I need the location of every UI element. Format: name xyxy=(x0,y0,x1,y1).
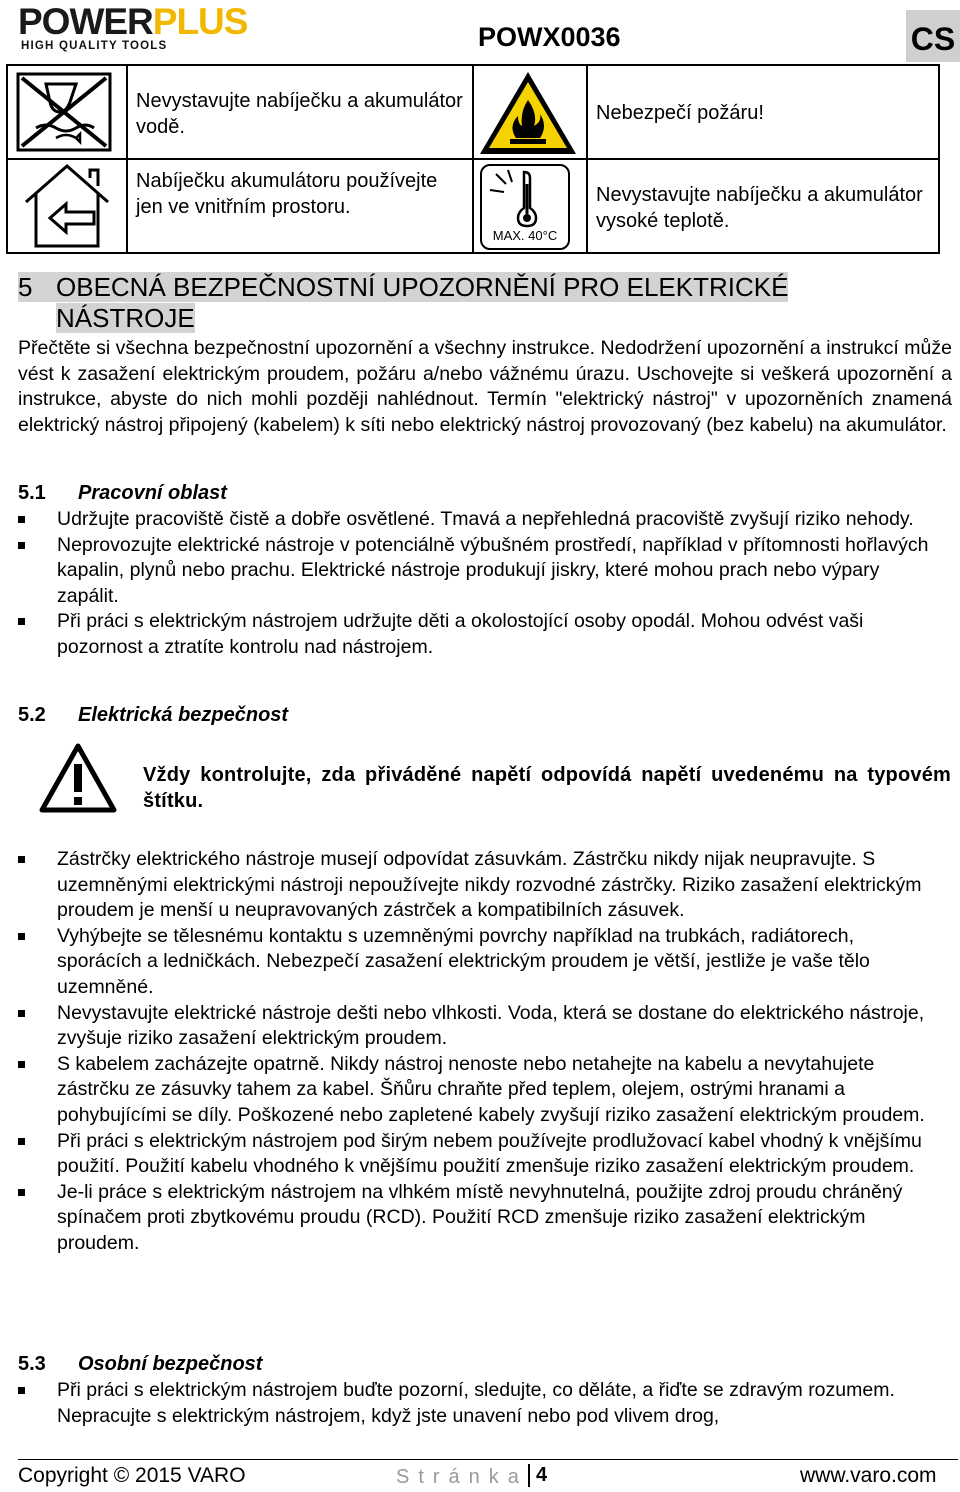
fire-warning-text: Nebezpečí požáru! xyxy=(596,102,764,124)
list-item: Je-li práce s elektrickým nástrojem na vlhkém místě nevyhnutelná, použijte zdroj proudu chráněný spínačem proti zbytkovému proudu (RCD). Použití RCD zmenšuje riziko zasažení elektrickým proudem. xyxy=(18,1180,938,1257)
logo-tagline: HIGH QUALITY TOOLS xyxy=(21,40,168,52)
no-water-icon xyxy=(16,72,112,152)
list-item: Při práci s elektrickým nástrojem pod širým nebem používejte prodlužovací kabel vhodný k vnějšímu použití. Použití kabelu vhodného k vnějšímu použití zmenšuje riziko zasažení elektrickým proudem. xyxy=(18,1129,938,1180)
personal-safety-list xyxy=(18,1378,938,1429)
language-code: CS xyxy=(906,10,960,62)
thermometer-icon xyxy=(486,168,566,228)
safety-symbol-table xyxy=(6,64,940,254)
list-item: Při práci s elektrickým nástrojem buďte pozorní, sledujte, co děláte, a řiďte se zdravým rozumem. Nepracujte s elektrickým nástrojem, když jste unavení nebo pod vlivem drog, xyxy=(18,1378,938,1429)
model-number: POWX0036 xyxy=(478,22,621,52)
page-number: 4 xyxy=(528,1464,547,1487)
website-link[interactable]: www.varo.com xyxy=(800,1464,937,1487)
work-area-list xyxy=(18,507,938,661)
subsection-5-3-heading: 5.3 Osobní bezpečnost xyxy=(18,1353,263,1375)
copyright: Copyright © 2015 VARO xyxy=(18,1464,246,1487)
list-item: Udržujte pracoviště čistě a dobře osvětlené. Tmavá a nepřehledná pracoviště zvyšují riziko nehody. xyxy=(18,507,938,533)
indoor-use-house-icon xyxy=(20,160,114,252)
section-number: 5 xyxy=(18,272,33,302)
list-item: Nevystavujte elektrické nástroje dešti nebo vlhkosti. Voda, která se dostane do elektrického nástroje, zvyšuje riziko zasažení elektrickým proudem. xyxy=(18,1001,938,1052)
brand-logo xyxy=(18,1,298,52)
footer-divider xyxy=(18,1459,958,1460)
list-item: Při práci s elektrickým nástrojem udržujte děti a okolostojící osoby opodál. Mohou odvést vaši pozornost a ztratíte kontrolu nad nástrojem. xyxy=(18,609,938,660)
warning-triangle-icon xyxy=(38,742,118,814)
list-item: Zástrčky elektrického nástroje musejí odpovídat zásuvkám. Zástrčku nikdy nijak neupravujte. S uzemněnými elektrickými nástroji nepoužívejte nikdy rozvodné zástrčky. Riziko zasažení elektrickým proudem je menší u neupravovaných zástrček a kompatibilních zásuvek. xyxy=(18,847,938,924)
subsection-5-2-heading: 5.2 Elektrická bezpečnost xyxy=(18,704,289,726)
indoor-use-text: Nabíječku akumulátoru používejte jen ve vnitřním prostoru. xyxy=(136,170,438,218)
section-5-intro: Přečtěte si všechna bezpečnostní upozornění a všechny instrukce. Nedodržení upozornění a instrukcí může vést k zasažení elektrickým proudem, požáru a/nebo vážnému úrazu. Uschovejte si veškerá upozornění a instrukce, abyste do nich mohli později nahlédnout. Termín "elektrický nástroj" v upozorněních znamená elektrický nástroj připojený (kabelem) k síti nebo elektrický nástroj provozovaný (bez kabelu) na akumulátor. xyxy=(18,337,952,436)
section-title-line1: OBECNÁ BEZPEČNOSTNÍ UPOZORNĚNÍ PRO ELEKTRICKÉ xyxy=(56,272,789,302)
fire-hazard-icon xyxy=(476,68,580,158)
list-item: Vyhýbejte se tělesnému kontaktu s uzemněnými povrchy například na trubkách, radiátorech, sporácích a ledničkách. Nebezpečí zasažení elektrickým proudem je větší, jestliže je vaše tělo uzemněné. xyxy=(18,924,938,1001)
electrical-safety-list xyxy=(18,847,938,1257)
logo-wordmark: POWERPLUS xyxy=(18,1,248,42)
list-item: S kabelem zacházejte opatrně. Nikdy nástroj nenoste nebo netahejte na kabelu a nevytahujete zástrčku ze zásuvky tahem za kabel. Šňůru chraňte před teplem, olejem, ostrými hranami a pohybujícími se díly. Poškozené nebo zapletené kabely zvyšují riziko zasažení elektrickým proudem. xyxy=(18,1052,938,1129)
heat-warning-text: Nevystavujte nabíječku a akumulátor vysoké teplotě. xyxy=(596,184,923,232)
section-title-line2: NÁSTROJE xyxy=(56,303,195,333)
subsection-5-1-heading: 5.1 Pracovní oblast xyxy=(18,482,227,504)
voltage-warning-text: Vždy kontrolujte, zda přiváděné napětí odpovídá napětí uvedenému na typovém štítku. xyxy=(143,764,951,812)
page-label: Stránka xyxy=(396,1466,528,1488)
max-temperature-icon xyxy=(480,164,570,250)
section-5-heading xyxy=(18,272,788,334)
list-item: Neprovozujte elektrické nástroje v potenciálně výbušném prostředí, například v přítomnosti hořlavých kapalin, plynů nebo prachu. Elektrické nástroje produkují jiskry, které mohou prach nebo výpary zapálit. xyxy=(18,533,938,610)
max-temperature-label: MAX. 40°C xyxy=(492,228,558,243)
water-warning-text: Nevystavujte nabíječku a akumulátor vodě. xyxy=(136,90,463,138)
